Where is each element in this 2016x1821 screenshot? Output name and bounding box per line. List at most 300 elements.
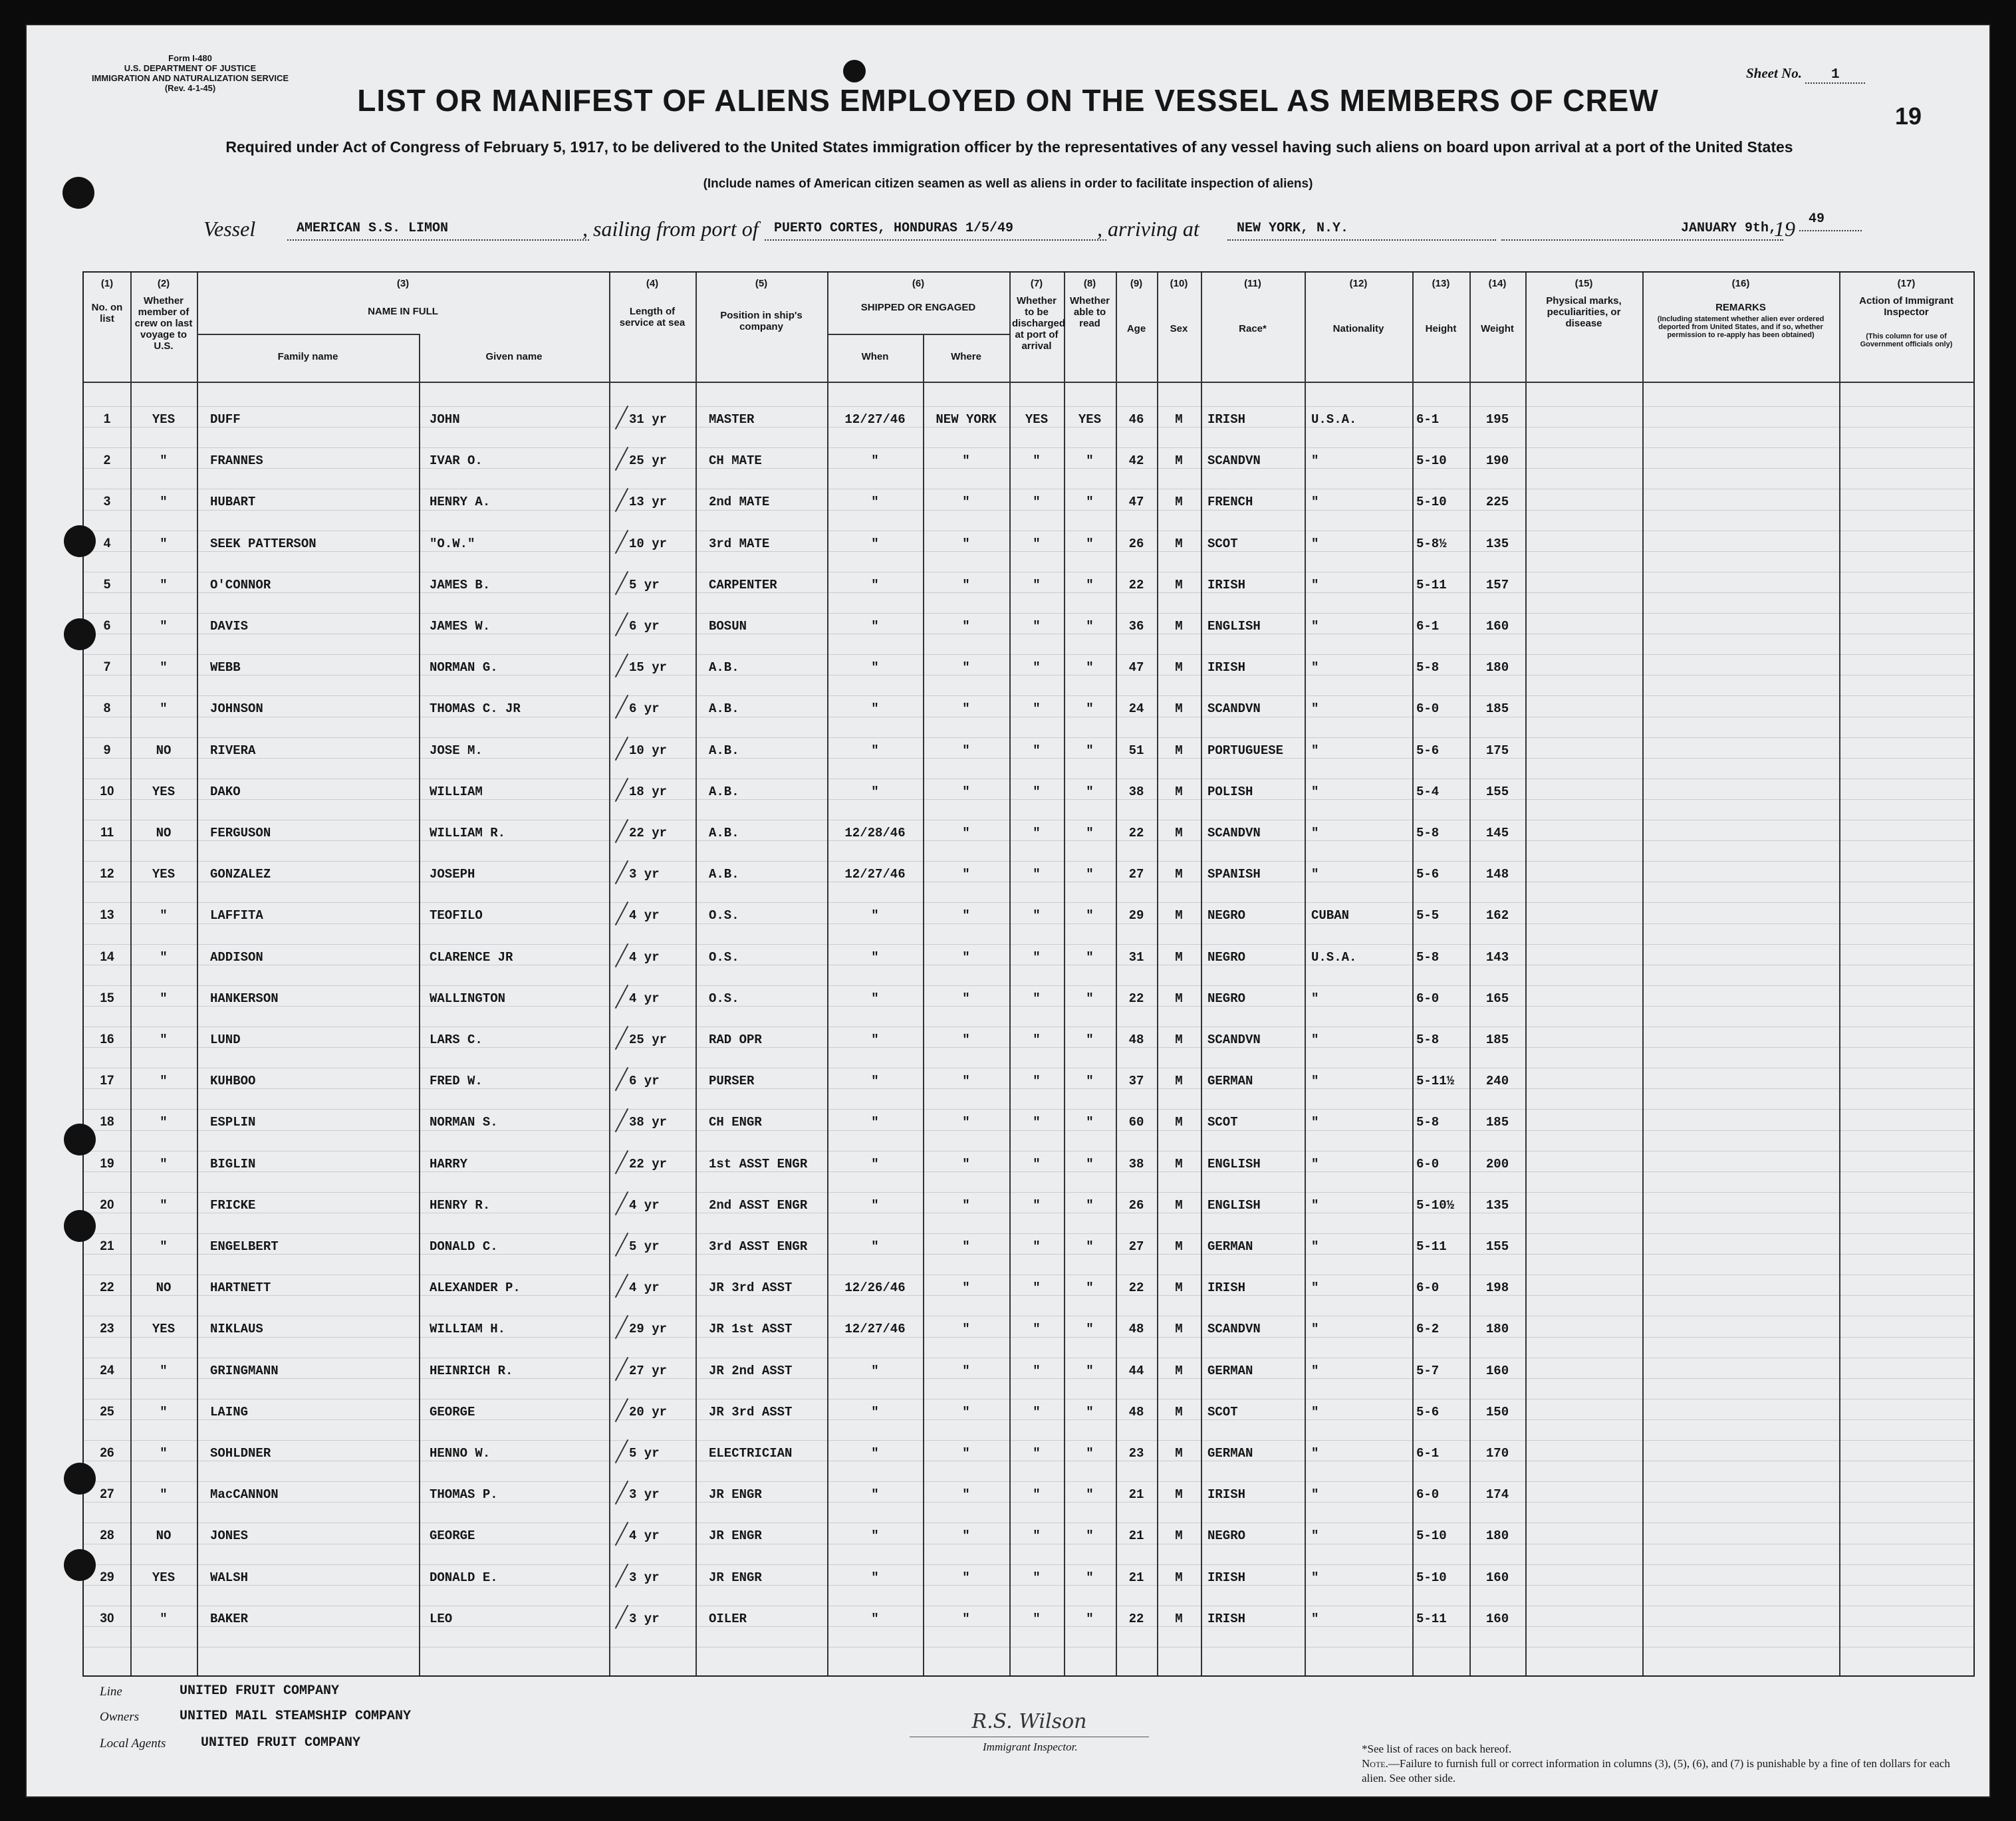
crew-sex: M — [1175, 1404, 1183, 1419]
crew-no: 19 — [100, 1156, 114, 1171]
crew-read: " — [1086, 1446, 1094, 1461]
crew-weight: 165 — [1485, 991, 1509, 1006]
crew-given: JOSE M. — [430, 743, 483, 758]
crew-when: " — [871, 660, 879, 675]
crew-age: 21 — [1128, 1570, 1144, 1585]
service-check-mark — [615, 819, 629, 843]
crew-height: 5-8 — [1416, 1115, 1440, 1130]
crew-no: 7 — [103, 660, 111, 675]
column-rule — [1064, 273, 1065, 1675]
crew-position: PURSER — [709, 1074, 755, 1089]
crew-family: FRANNES — [210, 453, 263, 469]
ruled-line — [84, 923, 1973, 924]
crew-family: JONES — [210, 1528, 249, 1544]
crew-read: " — [1086, 1570, 1094, 1585]
crew-nat: " — [1311, 536, 1319, 551]
crew-height: 5-4 — [1416, 784, 1440, 799]
ruled-line — [84, 1481, 1973, 1482]
header-c11-number: (11) — [1244, 278, 1261, 289]
ruled-line — [84, 613, 1973, 614]
crew-when: " — [871, 453, 879, 469]
crew-position: O.S. — [709, 908, 739, 923]
service-check-mark — [615, 1522, 629, 1546]
crew-family: WALSH — [210, 1570, 249, 1585]
crew-position: RAD OPR — [709, 1032, 762, 1047]
page-title: LIST OR MANIFEST OF ALIENS EMPLOYED ON THE VESSEL AS MEMBERS OF CREW — [357, 83, 1659, 118]
crew-last: " — [160, 1363, 168, 1378]
crew-service: 38 yr — [629, 1115, 668, 1130]
crew-service: 29 yr — [629, 1322, 668, 1337]
crew-where: " — [962, 1239, 970, 1254]
crew-family: KUHBOO — [210, 1074, 256, 1089]
crew-where: " — [962, 1570, 970, 1585]
crew-given: NORMAN S. — [430, 1115, 498, 1130]
crew-weight: 145 — [1485, 826, 1509, 840]
crew-where: " — [962, 1404, 970, 1419]
subheader-rule — [197, 334, 419, 335]
crew-disch: " — [1033, 1446, 1041, 1461]
service-check-mark — [615, 1439, 629, 1463]
crew-where: " — [962, 991, 970, 1006]
crew-where: " — [962, 743, 970, 758]
ruled-line — [84, 1088, 1973, 1089]
form-revision: (Rev. 4-1-45) — [164, 83, 216, 93]
crew-age: 37 — [1128, 1074, 1144, 1089]
crew-height: 6-0 — [1416, 1487, 1440, 1503]
crew-given: JOSEPH — [430, 867, 475, 882]
crew-when: " — [871, 949, 879, 965]
crew-given: THOMAS C. JR — [430, 701, 521, 717]
crew-service: 31 yr — [629, 412, 668, 427]
punch-hole — [64, 618, 96, 650]
crew-family: RIVERA — [210, 743, 256, 758]
crew-given: WILLIAM — [430, 784, 483, 799]
crew-given: GEORGE — [430, 1404, 475, 1419]
crew-weight: 160 — [1485, 1363, 1509, 1378]
crew-when: " — [871, 1239, 879, 1254]
crew-table — [82, 271, 1975, 1677]
header-c16-number: (16) — [1731, 278, 1750, 289]
column-rule — [1201, 273, 1202, 1675]
crew-when: " — [871, 1570, 879, 1585]
crew-disch: " — [1033, 991, 1041, 1006]
crew-no: 30 — [100, 1611, 114, 1626]
service-check-mark — [615, 571, 629, 595]
crew-height: 5-6 — [1416, 1404, 1440, 1419]
crew-last: NO — [156, 1280, 172, 1296]
crew-nat: " — [1311, 991, 1319, 1006]
header-c4-number: (4) — [646, 278, 659, 289]
crew-service: 3 yr — [629, 867, 660, 882]
crew-nat: " — [1311, 1115, 1319, 1130]
service-check-mark — [615, 1356, 629, 1380]
crew-height: 5-8½ — [1416, 536, 1447, 551]
crew-read: " — [1086, 826, 1094, 840]
crew-when: " — [871, 908, 879, 923]
crew-given: JAMES B. — [430, 577, 491, 592]
crew-read: " — [1086, 453, 1094, 469]
ruled-line — [84, 1378, 1973, 1379]
column-rule — [1525, 273, 1527, 1675]
service-check-mark — [615, 488, 629, 512]
crew-when: " — [871, 1156, 879, 1171]
crew-no: 8 — [103, 701, 111, 716]
crew-nat: " — [1311, 1156, 1319, 1171]
crew-position: JR ENGR — [709, 1570, 762, 1585]
crew-where: " — [962, 1280, 970, 1296]
crew-where: " — [962, 1115, 970, 1130]
crew-position: CH MATE — [709, 453, 762, 469]
crew-when: " — [871, 784, 879, 799]
header-c12: Nationality — [1332, 323, 1384, 334]
ruled-line — [84, 1419, 1973, 1420]
punch-hole — [843, 60, 866, 82]
crew-disch: " — [1033, 1404, 1041, 1419]
crew-disch: " — [1033, 784, 1041, 799]
ruled-line — [84, 758, 1973, 759]
service-check-mark — [615, 1108, 629, 1132]
crew-where: " — [962, 495, 970, 510]
crew-family: FRICKE — [210, 1197, 256, 1213]
sheet-number — [1746, 65, 1865, 84]
crew-read: " — [1086, 743, 1094, 758]
crew-service: 10 yr — [629, 536, 668, 551]
crew-height: 6-1 — [1416, 412, 1440, 427]
crew-weight: 170 — [1485, 1446, 1509, 1461]
crew-last: " — [160, 453, 168, 469]
ruled-line — [84, 1151, 1973, 1152]
crew-height: 5-5 — [1416, 908, 1440, 923]
line-label: Line — [100, 1685, 122, 1699]
crew-no: 28 — [100, 1528, 114, 1543]
crew-when: 12/27/46 — [844, 867, 906, 882]
crew-sex: M — [1175, 1280, 1183, 1296]
crew-nat: " — [1311, 1032, 1319, 1047]
crew-when: " — [871, 1611, 879, 1626]
crew-given: HENRY R. — [430, 1197, 491, 1213]
crew-race: ENGLISH — [1207, 1156, 1261, 1171]
header-c9-number: (9) — [1130, 278, 1143, 289]
crew-no: 9 — [103, 743, 111, 757]
crew-family: DAKO — [210, 784, 241, 799]
line-value: UNITED FRUIT COMPANY — [180, 1683, 340, 1699]
crew-given: FRED W. — [430, 1074, 483, 1089]
crew-when: " — [871, 1487, 879, 1503]
crew-sex: M — [1175, 536, 1183, 551]
crew-height: 5-11 — [1416, 577, 1447, 592]
crew-nat: " — [1311, 1570, 1319, 1585]
crew-last: " — [160, 1032, 168, 1047]
crew-service: 3 yr — [629, 1611, 660, 1626]
crew-service: 6 yr — [629, 701, 660, 717]
crew-given: IVAR O. — [430, 453, 483, 469]
races-note: *See list of races on back hereof. — [1362, 1743, 1512, 1755]
crew-given: WALLINGTON — [430, 991, 506, 1006]
crew-disch: " — [1033, 1280, 1041, 1296]
crew-when: " — [871, 1197, 879, 1213]
crew-service: 22 yr — [629, 1156, 668, 1171]
header-c3: NAME IN FULL — [368, 306, 438, 317]
crew-disch: " — [1033, 826, 1041, 840]
crew-service: 15 yr — [629, 660, 668, 675]
crew-service: 5 yr — [629, 1446, 660, 1461]
crew-disch: " — [1033, 908, 1041, 923]
crew-no: 22 — [100, 1280, 114, 1295]
header-c2-number: (2) — [157, 278, 170, 289]
crew-height: 5-10 — [1416, 453, 1447, 469]
crew-nat: " — [1311, 743, 1319, 758]
ruled-line — [84, 1502, 1973, 1503]
crew-when: " — [871, 1404, 879, 1419]
crew-read: " — [1086, 1280, 1094, 1296]
header-c17-note: (This column for use of Government officials only) — [1860, 332, 1953, 348]
crew-last: NO — [156, 826, 172, 840]
crew-last: " — [160, 1487, 168, 1503]
subheader-rule — [827, 334, 1009, 335]
crew-sex: M — [1175, 577, 1183, 592]
crew-weight: 225 — [1485, 495, 1509, 510]
column-rule — [1839, 273, 1840, 1675]
crew-service: 4 yr — [629, 1197, 660, 1213]
crew-disch: " — [1033, 1156, 1041, 1171]
crew-when: " — [871, 577, 879, 592]
header-c8-number: (8) — [1083, 278, 1096, 289]
crew-last: NO — [156, 1528, 172, 1544]
crew-family: FERGUSON — [210, 826, 271, 840]
crew-given: GEORGE — [430, 1528, 475, 1544]
crew-weight: 185 — [1485, 701, 1509, 717]
ruled-line — [84, 1171, 1973, 1172]
service-check-mark — [615, 1315, 629, 1339]
crew-family: NIKLAUS — [210, 1322, 263, 1337]
ruled-line — [84, 447, 1973, 448]
crew-nat: " — [1311, 784, 1319, 799]
crew-sex: M — [1175, 1487, 1183, 1503]
header-c7: Whether to be discharged at port of arrival — [1012, 295, 1066, 352]
service-check-mark — [615, 1233, 629, 1257]
agents-value: UNITED FRUIT COMPANY — [201, 1735, 361, 1751]
crew-sex: M — [1175, 660, 1183, 675]
crew-height: 5-11½ — [1416, 1074, 1455, 1089]
crew-read: " — [1086, 495, 1094, 510]
crew-no: 5 — [103, 577, 111, 592]
crew-last: " — [160, 536, 168, 551]
note-text: —Failure to furnish full or correct information in columns (3), (5), (6), and (7) is punishable by a fine of ten dollars for each alien. See other side. — [1362, 1757, 1950, 1784]
service-check-mark — [615, 1067, 629, 1091]
crew-race: SPANISH — [1207, 867, 1261, 882]
crew-age: 47 — [1128, 495, 1144, 510]
header-c14: Weight — [1481, 323, 1514, 334]
header-c6-where: Where — [951, 351, 981, 362]
service-check-mark — [615, 406, 629, 429]
agents-label: Local Agents — [100, 1737, 166, 1751]
crew-service: 6 yr — [629, 1074, 660, 1089]
crew-height: 5-6 — [1416, 743, 1440, 758]
crew-family: BIGLIN — [210, 1156, 256, 1171]
crew-family: JOHNSON — [210, 701, 263, 717]
crew-age: 21 — [1128, 1487, 1144, 1503]
crew-age: 22 — [1128, 577, 1144, 592]
crew-height: 5-11 — [1416, 1239, 1447, 1254]
crew-given: HENRY A. — [430, 495, 491, 510]
crew-read: " — [1086, 536, 1094, 551]
crew-service: 4 yr — [629, 1280, 660, 1296]
arrival-date: JANUARY 9th, — [1501, 221, 1783, 241]
crew-sex: M — [1175, 1239, 1183, 1254]
crew-disch: " — [1033, 1570, 1041, 1585]
year-suffix: 49 — [1799, 211, 1862, 231]
crew-disch: " — [1033, 453, 1041, 469]
service-check-mark — [615, 1150, 629, 1173]
ruled-line — [84, 695, 1973, 696]
crew-position: JR ENGR — [709, 1487, 762, 1503]
crew-given: ALEXANDER P. — [430, 1280, 521, 1296]
header-c2: Whether member of crew on last voyage to U.S. — [134, 295, 193, 352]
crew-position: A.B. — [709, 867, 739, 882]
crew-service: 18 yr — [629, 784, 668, 799]
crew-family: LAING — [210, 1404, 249, 1419]
header-c6-number: (6) — [912, 278, 925, 289]
crew-race: GERMAN — [1207, 1074, 1253, 1089]
crew-sex: M — [1175, 1322, 1183, 1337]
footnote — [1362, 1742, 1960, 1786]
ruled-line — [84, 840, 1973, 841]
crew-sex: M — [1175, 1611, 1183, 1626]
ruled-line — [84, 510, 1973, 511]
crew-family: LUND — [210, 1032, 241, 1047]
service-check-mark — [615, 1398, 629, 1422]
crew-disch: " — [1033, 1239, 1041, 1254]
crew-read: " — [1086, 949, 1094, 965]
crew-age: 38 — [1128, 784, 1144, 799]
crew-race: GERMAN — [1207, 1239, 1253, 1254]
crew-where: " — [962, 1363, 970, 1378]
crew-age: 27 — [1128, 1239, 1144, 1254]
crew-read: " — [1086, 1611, 1094, 1626]
column-rule — [1642, 273, 1644, 1675]
crew-no: 16 — [100, 1032, 114, 1046]
line-field — [100, 1685, 632, 1705]
crew-disch: " — [1033, 1115, 1041, 1130]
arriving-label: , arriving at — [1097, 217, 1199, 241]
crew-sex: M — [1175, 1156, 1183, 1171]
crew-weight: 190 — [1485, 453, 1509, 469]
header-c7-number: (7) — [1030, 278, 1043, 289]
crew-family: SOHLDNER — [210, 1446, 271, 1461]
crew-age: 26 — [1128, 536, 1144, 551]
crew-no: 4 — [103, 536, 111, 550]
crew-height: 5-10 — [1416, 1570, 1447, 1585]
crew-age: 22 — [1128, 826, 1144, 840]
ruled-line — [84, 592, 1973, 593]
crew-disch: " — [1033, 619, 1041, 634]
crew-position: JR 3rd ASST — [709, 1404, 793, 1419]
crew-where: " — [962, 1487, 970, 1503]
crew-given: WILLIAM R. — [430, 826, 506, 840]
crew-age: 60 — [1128, 1115, 1144, 1130]
crew-family: O'CONNOR — [210, 577, 271, 592]
crew-position: A.B. — [709, 826, 739, 840]
punch-hole — [64, 1549, 96, 1581]
crew-sex: M — [1175, 908, 1183, 923]
header-c15: Physical marks, peculiarities, or disease — [1546, 295, 1622, 329]
crew-height: 6-1 — [1416, 1446, 1440, 1461]
crew-when: " — [871, 619, 879, 634]
crew-service: 25 yr — [629, 1032, 668, 1047]
crew-race: IRISH — [1207, 1280, 1246, 1296]
header-c8: Whether able to read — [1070, 295, 1110, 329]
crew-where: NEW YORK — [936, 412, 997, 427]
crew-last: " — [160, 949, 168, 965]
crew-when: 12/28/46 — [844, 826, 906, 840]
crew-last: YES — [152, 1322, 176, 1337]
crew-nat: " — [1311, 867, 1319, 882]
crew-disch: " — [1033, 1528, 1041, 1544]
ruled-line — [84, 654, 1973, 655]
crew-no: 18 — [100, 1115, 114, 1130]
punch-hole — [64, 1210, 96, 1242]
crew-read: " — [1086, 1115, 1094, 1130]
crew-where: " — [962, 1074, 970, 1089]
crew-race: SCANDVN — [1207, 453, 1261, 469]
header-c1-number: (1) — [100, 278, 114, 289]
crew-when: 12/27/46 — [844, 412, 906, 427]
crew-last: " — [160, 1156, 168, 1171]
crew-age: 21 — [1128, 1528, 1144, 1544]
crew-age: 26 — [1128, 1197, 1144, 1213]
crew-sex: M — [1175, 1197, 1183, 1213]
crew-height: 6-1 — [1416, 619, 1440, 634]
form-department: U.S. DEPARTMENT OF JUSTICE — [124, 63, 257, 73]
header-c3-number: (3) — [396, 278, 410, 289]
service-check-mark — [615, 985, 629, 1009]
crew-race: IRISH — [1207, 577, 1246, 592]
ruled-line — [84, 1522, 1973, 1523]
ruled-line — [84, 1626, 1973, 1627]
crew-last: " — [160, 1404, 168, 1419]
ruled-line — [84, 1109, 1973, 1110]
column-rule — [609, 273, 610, 1675]
crew-when: " — [871, 1074, 879, 1089]
crew-position: JR 1st ASST — [709, 1322, 793, 1337]
crew-weight: 160 — [1485, 1570, 1509, 1585]
crew-last: " — [160, 1074, 168, 1089]
crew-read: " — [1086, 784, 1094, 799]
agents-field — [100, 1737, 632, 1757]
crew-last: " — [160, 701, 168, 717]
ruled-line — [84, 468, 1973, 469]
column-rule — [130, 273, 132, 1675]
crew-disch: YES — [1025, 412, 1049, 427]
crew-disch: " — [1033, 536, 1041, 551]
crew-when: " — [871, 1446, 879, 1461]
column-rule — [197, 273, 198, 1675]
crew-given: DONALD C. — [430, 1239, 498, 1254]
inspector-label: Immigrant Inspector. — [983, 1741, 1078, 1753]
crew-given: DONALD E. — [430, 1570, 498, 1585]
crew-disch: " — [1033, 1032, 1041, 1047]
crew-given: "O.W." — [430, 536, 475, 551]
crew-service: 13 yr — [629, 495, 668, 510]
sheet-value: 1 — [1805, 67, 1865, 84]
crew-sex: M — [1175, 949, 1183, 965]
ruled-line — [84, 1006, 1973, 1007]
sheet-label: Sheet No. — [1746, 65, 1802, 81]
crew-age: 22 — [1128, 1280, 1144, 1296]
crew-where: " — [962, 453, 970, 469]
crew-read: " — [1086, 1528, 1094, 1544]
crew-where: " — [962, 577, 970, 592]
